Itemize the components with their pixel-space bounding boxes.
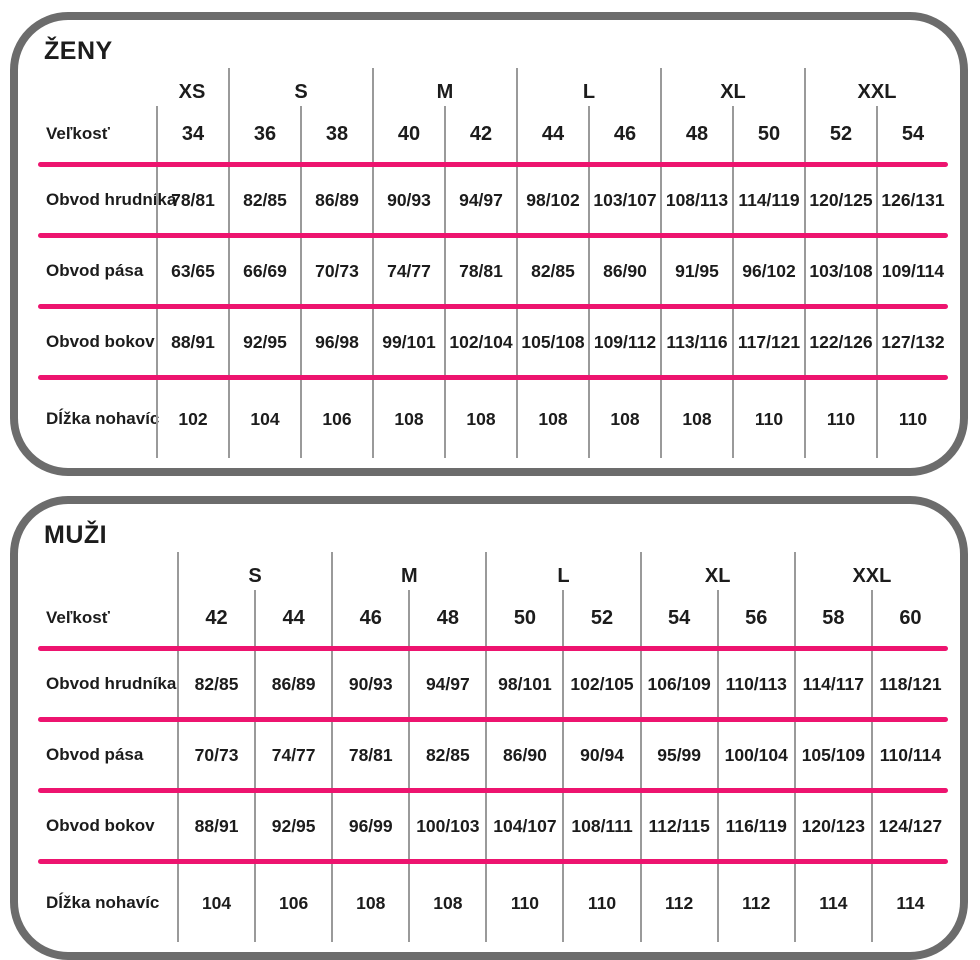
- size-group-xs: XS: [178, 81, 206, 103]
- group-row-spacer: [38, 552, 177, 590]
- measurement-value: 106: [300, 380, 372, 458]
- measurement-value: 104/107: [485, 793, 562, 859]
- men-chart-title: MUŽI: [44, 521, 108, 549]
- size-group-m: M: [372, 68, 516, 106]
- measurement-value: 96/99: [331, 793, 408, 859]
- measurement-value: 109/114: [876, 238, 948, 304]
- row-label: Dĺžka nohavíc: [46, 893, 160, 912]
- row-label: Obvod bokov: [46, 816, 155, 835]
- women-chart-title: ŽENY: [44, 37, 113, 65]
- measurement-value: 92/95: [254, 793, 331, 859]
- measurement-value: 63/65: [156, 238, 228, 304]
- measurement-value: 94/97: [408, 651, 485, 717]
- measurement-value: 100/103: [408, 793, 485, 859]
- size-value: 54: [640, 590, 717, 646]
- measurement-value: 82/85: [408, 722, 485, 788]
- measurement-value: 110: [804, 380, 876, 458]
- measurement-value: 103/107: [588, 167, 660, 233]
- measurement-value: 108: [331, 864, 408, 942]
- measurement-value: 78/81: [444, 238, 516, 304]
- measurement-value: 126/131: [876, 167, 948, 233]
- measurement-value: 108: [660, 380, 732, 458]
- size-value: 40: [372, 106, 444, 162]
- row-label: Obvod hrudníka: [46, 190, 177, 209]
- measurement-value: 99/101: [372, 309, 444, 375]
- measurement-value: 102: [156, 380, 228, 458]
- measurement-value: 127/132: [876, 309, 948, 375]
- measurement-value: 112: [717, 864, 794, 942]
- size-value: 52: [562, 590, 639, 646]
- measurement-value: 70/73: [177, 722, 254, 788]
- measurement-value: 86/90: [588, 238, 660, 304]
- size-value: 50: [485, 590, 562, 646]
- measurement-value: 74/77: [372, 238, 444, 304]
- size-value: 52: [804, 106, 876, 162]
- measurement-value: 112/115: [640, 793, 717, 859]
- measurement-value: 110: [562, 864, 639, 942]
- row-label: Dĺžka nohavíc: [46, 409, 160, 428]
- size-group-s: S: [228, 68, 372, 106]
- measurement-value: 78/81: [156, 167, 228, 233]
- size-value: 44: [516, 106, 588, 162]
- men-size-chart: [10, 496, 968, 960]
- measurement-value: 110/113: [717, 651, 794, 717]
- size-value: 42: [177, 590, 254, 646]
- men-size-grid: [38, 552, 948, 942]
- measurement-value: 91/95: [660, 238, 732, 304]
- row-label: Obvod hrudníka: [46, 674, 177, 693]
- size-value: 42: [444, 106, 516, 162]
- measurement-value: 90/94: [562, 722, 639, 788]
- measurement-value: 96/98: [300, 309, 372, 375]
- measurement-value: 104: [177, 864, 254, 942]
- row-label: Obvod bokov: [46, 332, 155, 351]
- size-group-xl: XL: [660, 68, 804, 106]
- size-group-l: L: [485, 552, 639, 590]
- measurement-value: 105/109: [794, 722, 871, 788]
- size-group-xxl: XXL: [804, 68, 948, 106]
- measurement-value: 108: [516, 380, 588, 458]
- measurement-value: 82/85: [228, 167, 300, 233]
- size-row-label: Veľkosť: [46, 608, 110, 627]
- size-group-s: S: [177, 552, 331, 590]
- size-value: 48: [408, 590, 485, 646]
- size-value: 46: [588, 106, 660, 162]
- size-value: 56: [717, 590, 794, 646]
- measurement-value: 104: [228, 380, 300, 458]
- measurement-value: 118/121: [871, 651, 948, 717]
- measurement-value: 114: [794, 864, 871, 942]
- size-value: 48: [660, 106, 732, 162]
- measurement-value: 100/104: [717, 722, 794, 788]
- size-group-xxl: XXL: [794, 552, 948, 590]
- size-value: 34: [156, 106, 228, 162]
- measurement-value: 70/73: [300, 238, 372, 304]
- measurement-value: 106/109: [640, 651, 717, 717]
- measurement-value: 86/90: [485, 722, 562, 788]
- measurement-value: 66/69: [228, 238, 300, 304]
- measurement-value: 108: [408, 864, 485, 942]
- size-value: 36: [228, 106, 300, 162]
- women-size-chart: [10, 12, 968, 476]
- measurement-value: 110: [732, 380, 804, 458]
- measurement-value: 106: [254, 864, 331, 942]
- measurement-value: 113/116: [660, 309, 732, 375]
- measurement-value: 108: [372, 380, 444, 458]
- measurement-value: 110: [485, 864, 562, 942]
- size-row-label: Veľkosť: [46, 124, 110, 143]
- measurement-value: 110/114: [871, 722, 948, 788]
- size-value: 44: [254, 590, 331, 646]
- measurement-value: 120/123: [794, 793, 871, 859]
- measurement-value: 88/91: [156, 309, 228, 375]
- measurement-value: 86/89: [300, 167, 372, 233]
- measurement-value: 98/101: [485, 651, 562, 717]
- size-value: 38: [300, 106, 372, 162]
- measurement-value: 112: [640, 864, 717, 942]
- measurement-value: 124/127: [871, 793, 948, 859]
- measurement-value: 122/126: [804, 309, 876, 375]
- measurement-value: 95/99: [640, 722, 717, 788]
- row-label: Obvod pása: [46, 261, 144, 280]
- measurement-value: 108: [588, 380, 660, 458]
- measurement-value: 108/113: [660, 167, 732, 233]
- measurement-value: 92/95: [228, 309, 300, 375]
- measurement-value: 116/119: [717, 793, 794, 859]
- size-value: 54: [876, 106, 948, 162]
- size-group-xl: XL: [640, 552, 794, 590]
- size-value: 58: [794, 590, 871, 646]
- measurement-value: 105/108: [516, 309, 588, 375]
- measurement-value: 117/121: [732, 309, 804, 375]
- measurement-value: 120/125: [804, 167, 876, 233]
- size-value: 50: [732, 106, 804, 162]
- measurement-value: 82/85: [516, 238, 588, 304]
- row-label: Obvod pása: [46, 745, 144, 764]
- measurement-value: 82/85: [177, 651, 254, 717]
- measurement-value: 78/81: [331, 722, 408, 788]
- size-value: 60: [871, 590, 948, 646]
- group-row-spacer: [38, 68, 156, 106]
- measurement-value: 86/89: [254, 651, 331, 717]
- measurement-value: 114: [871, 864, 948, 942]
- size-value: 46: [331, 590, 408, 646]
- measurement-value: 103/108: [804, 238, 876, 304]
- measurement-value: 108: [444, 380, 516, 458]
- women-size-grid: [38, 68, 948, 458]
- measurement-value: 102/104: [444, 309, 516, 375]
- measurement-value: 114/117: [794, 651, 871, 717]
- measurement-value: 96/102: [732, 238, 804, 304]
- measurement-value: 94/97: [444, 167, 516, 233]
- measurement-value: 110: [876, 380, 948, 458]
- measurement-value: 108/111: [562, 793, 639, 859]
- measurement-value: 88/91: [177, 793, 254, 859]
- measurement-value: 114/119: [732, 167, 804, 233]
- measurement-value: 109/112: [588, 309, 660, 375]
- measurement-value: 90/93: [372, 167, 444, 233]
- measurement-value: 90/93: [331, 651, 408, 717]
- measurement-value: 102/105: [562, 651, 639, 717]
- size-group-l: L: [516, 68, 660, 106]
- measurement-value: 98/102: [516, 167, 588, 233]
- measurement-value: 74/77: [254, 722, 331, 788]
- size-group-m: M: [331, 552, 485, 590]
